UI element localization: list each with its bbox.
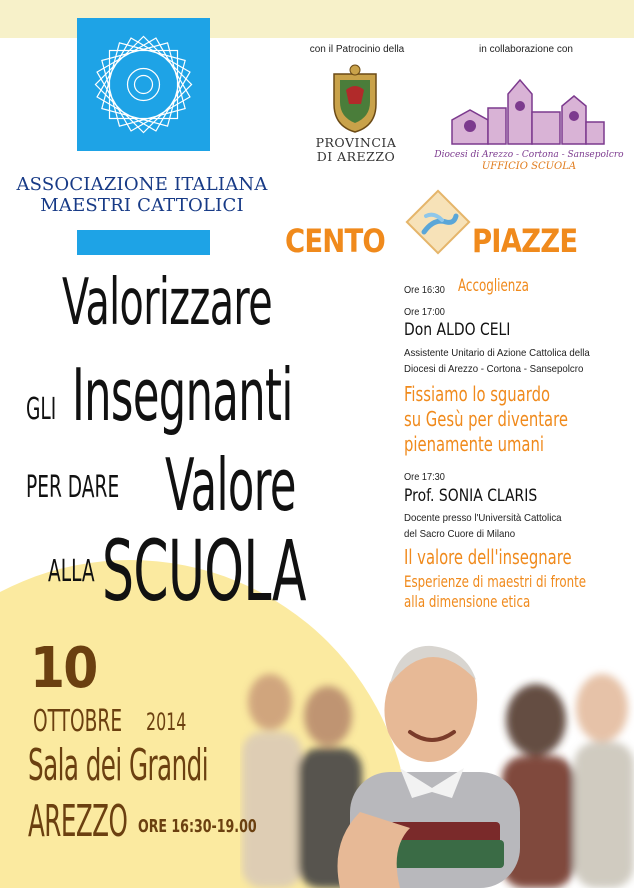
talk1-title-line2: su Gesù per diventare — [404, 407, 568, 431]
talk2-role-line2: del Sacro Cuore di Milano — [404, 528, 516, 540]
talk2-subtitle-line1: Esperienze di maestri di fronte — [404, 572, 587, 591]
province-coat-of-arms-icon — [328, 64, 382, 134]
diocese-church-logo-icon — [448, 72, 608, 148]
welcome-time: Ore 16:30 — [404, 285, 445, 296]
event-day: 10 — [30, 636, 97, 701]
people-photo — [240, 612, 634, 888]
welcome-label: Accoglienza — [458, 276, 529, 296]
talk2-time: Ore 17:30 — [404, 472, 445, 483]
talk1-role-line2: Diocesi di Arezzo - Cortona - Sansepolcro — [404, 363, 584, 375]
event-month: OTTOBRE — [33, 704, 123, 739]
hands-logo-icon — [402, 186, 474, 258]
star-pattern-icon — [77, 18, 210, 151]
talk2-subtitle-line2: alla dimensione etica — [404, 592, 531, 611]
province-name-line2: DI AREZZO — [316, 149, 396, 164]
association-name — [10, 174, 274, 216]
talk1-role-line1: Assistente Unitario di Azione Cattolica della — [404, 347, 590, 359]
title-line1: Valorizzare — [62, 266, 273, 340]
event-hours: ORE 16:30-19.00 — [138, 816, 257, 837]
association-logo-icon — [77, 18, 210, 151]
diocese-text — [434, 150, 624, 172]
cento-piazze-logo-left: CENTO — [285, 222, 385, 260]
title-line2: Insegnanti — [72, 353, 293, 437]
event-venue: Sala dei Grandi — [28, 740, 209, 791]
title-line4-small: ALLA — [48, 554, 95, 589]
diocese-line2: UFFICIO SCUOLA — [481, 161, 577, 172]
talk2-title: Il valore dell'insegnare — [404, 545, 572, 569]
patronage-label: con il Patrocinio della — [309, 44, 405, 55]
cento-piazze-logo-right: PIAZZE — [472, 222, 578, 260]
title-line4: SCUOLA — [102, 522, 306, 620]
event-city: AREZZO — [28, 796, 128, 847]
association-name-line2: MAESTRI CATTOLICI — [40, 195, 244, 216]
diocese-line1: Diocesi di Arezzo - Cortona - Sansepolcro — [434, 150, 624, 160]
title-line2-small: GLI — [26, 392, 57, 427]
title-line3-small: PER DARE — [26, 470, 120, 505]
title-line3: Valore — [165, 443, 296, 527]
talk1-time: Ore 17:00 — [404, 307, 445, 318]
talk1-speaker: Don ALDO CELI — [404, 320, 511, 340]
talk2-role-line1: Docente presso l'Università Cattolica — [404, 512, 562, 524]
talk1-title-line3: pienamente umani — [404, 432, 544, 456]
blue-bar — [77, 230, 210, 255]
association-name-line1: ASSOCIAZIONE ITALIANA — [16, 174, 268, 195]
talk1-title-line1: Fissiamo lo sguardo — [404, 382, 551, 406]
province-name-line1: PROVINCIA — [315, 135, 397, 150]
province-name — [302, 136, 410, 164]
talk2-speaker: Prof. SONIA CLARIS — [404, 486, 538, 506]
collaboration-label: in collaborazione con — [479, 44, 573, 55]
event-year: 2014 — [146, 708, 187, 736]
